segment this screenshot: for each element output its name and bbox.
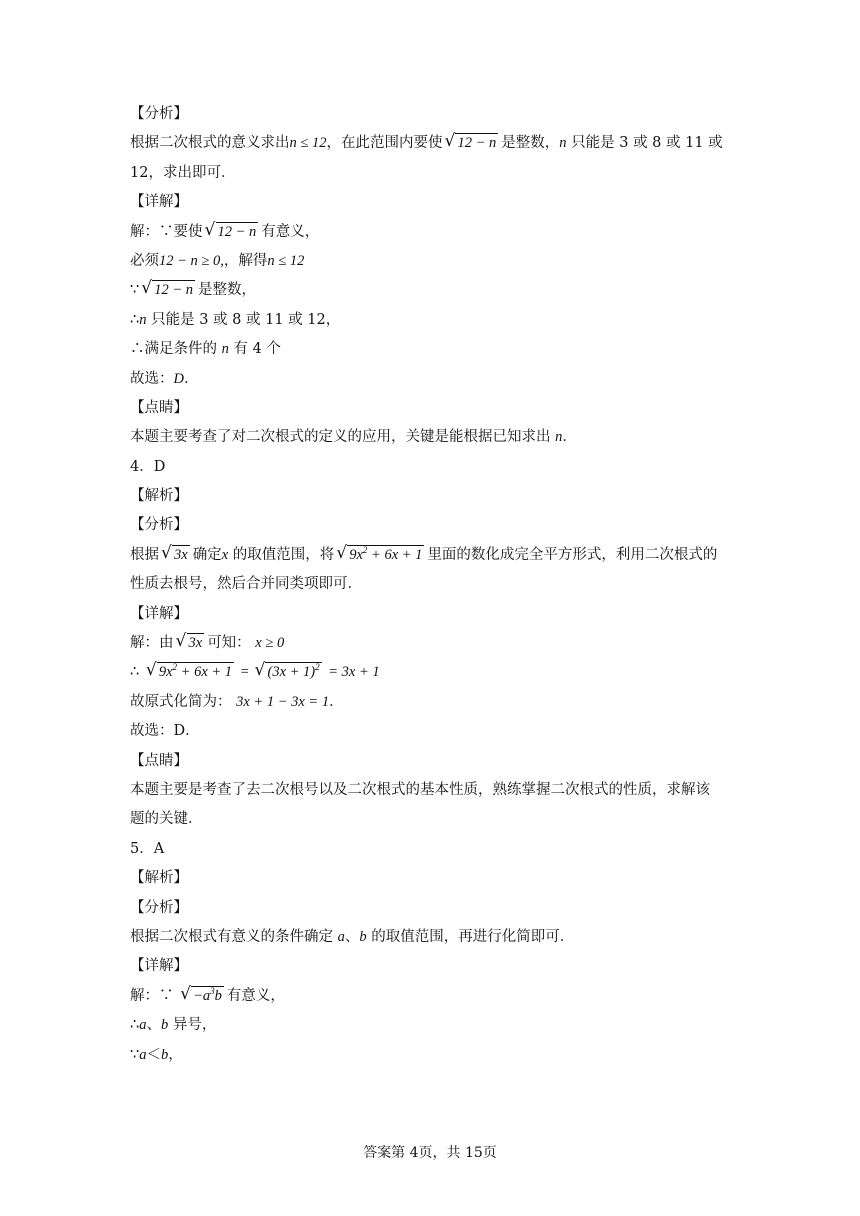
text-line: 根据二次根式有意义的条件确定 a、b 的取值范围，再进行化简即可． <box>130 928 575 945</box>
text-line: ∴a、b 异号， <box>130 1017 217 1034</box>
sqrt-expression: √ 12 − n <box>445 129 498 158</box>
page-footer: 答案第 4页，共 15页 <box>363 1145 497 1161</box>
text-line: 必须12 − n ≥ 0,，解得n ≤ 12 <box>130 252 305 269</box>
section-header-solution: 【解析】 <box>130 870 188 887</box>
question-answer-number: 5．A <box>130 840 165 857</box>
text-line: 故选：D． <box>130 370 199 387</box>
sqrt-expression: √ 3x <box>162 541 190 570</box>
sqrt-expression: √ $9x^2 + 6x + 1$ <box>147 658 234 687</box>
question-answer-number: 4．D <box>130 458 166 475</box>
section-header-analysis: 【分析】 <box>130 106 188 122</box>
section-header-analysis: 【分析】 <box>130 517 188 534</box>
text-line: ∴满足条件的 n 有 4 个 <box>130 341 281 358</box>
text-line: 解：∵ √ $-a^3b$ 有意义， <box>130 982 730 1011</box>
text-line: 12，求出即可． <box>130 164 236 181</box>
text-line: 解：∵要使√ 12 − n 有意义， <box>130 218 730 247</box>
sqrt-expression: √ $-a^3b$ <box>181 982 224 1011</box>
sqrt-expression: √ $(3x + 1)^2$ <box>255 658 321 687</box>
sqrt-expression: √ 12 − n <box>142 276 195 305</box>
section-header-detail: 【详解】 <box>130 194 188 211</box>
section-header-solution: 【解析】 <box>130 488 188 505</box>
text-line: 本题主要考查了对二次根式的定义的应用，关键是能根据已知求出 n． <box>130 429 577 446</box>
text-line: 题的关键． <box>130 811 203 828</box>
text-line: ∴n 只能是 3 或 8 或 11 或 12， <box>130 311 341 328</box>
text-line: 根据二次根式的意义求出n ≤ 12，在此范围内要使√ 12 − n 是整数，n 只能是 3 或 8 或 11 或 <box>130 129 730 158</box>
sqrt-expression: √ $9x^2 + 6x + 1$ <box>337 541 424 570</box>
text-line: ∵√ 12 − n 是整数， <box>130 276 730 305</box>
text-line: 故原式化简为： 3x + 1 − 3x = 1． <box>130 693 344 710</box>
section-header-comment: 【点睛】 <box>130 399 188 416</box>
answer-body <box>130 100 730 1070</box>
section-header-comment: 【点睛】 <box>130 752 188 769</box>
section-header-detail: 【详解】 <box>130 605 188 622</box>
section-header-detail: 【详解】 <box>130 958 188 975</box>
text-line: ∵a＜b， <box>130 1046 183 1063</box>
sqrt-expression: √ 12 − n <box>206 218 259 247</box>
text-line: 故选：D． <box>130 723 200 740</box>
text-line: ∴ √ $9x^2 + 6x + 1$ = √ $(3x + 1)^2 = 3x + 1$ <box>130 658 730 687</box>
text-line: 本题主要是考查了去二次根号以及二次根式的基本性质，熟练掌握二次根式的性质，求解该 <box>130 781 710 798</box>
section-header-analysis: 【分析】 <box>130 899 188 916</box>
text-line: 性质去根号，然后合并同类项即可． <box>130 576 362 593</box>
sqrt-expression: √ 3x <box>177 629 205 658</box>
text-line: 解：由√ 3x 可知： x ≥ 0 <box>130 629 730 658</box>
text-line: 根据√ 3x 确定x 的取值范围，将√ $9x^2 + 6x + 1$ 里面的数化成完全平方形式，利用二次根式的 <box>130 541 730 570</box>
